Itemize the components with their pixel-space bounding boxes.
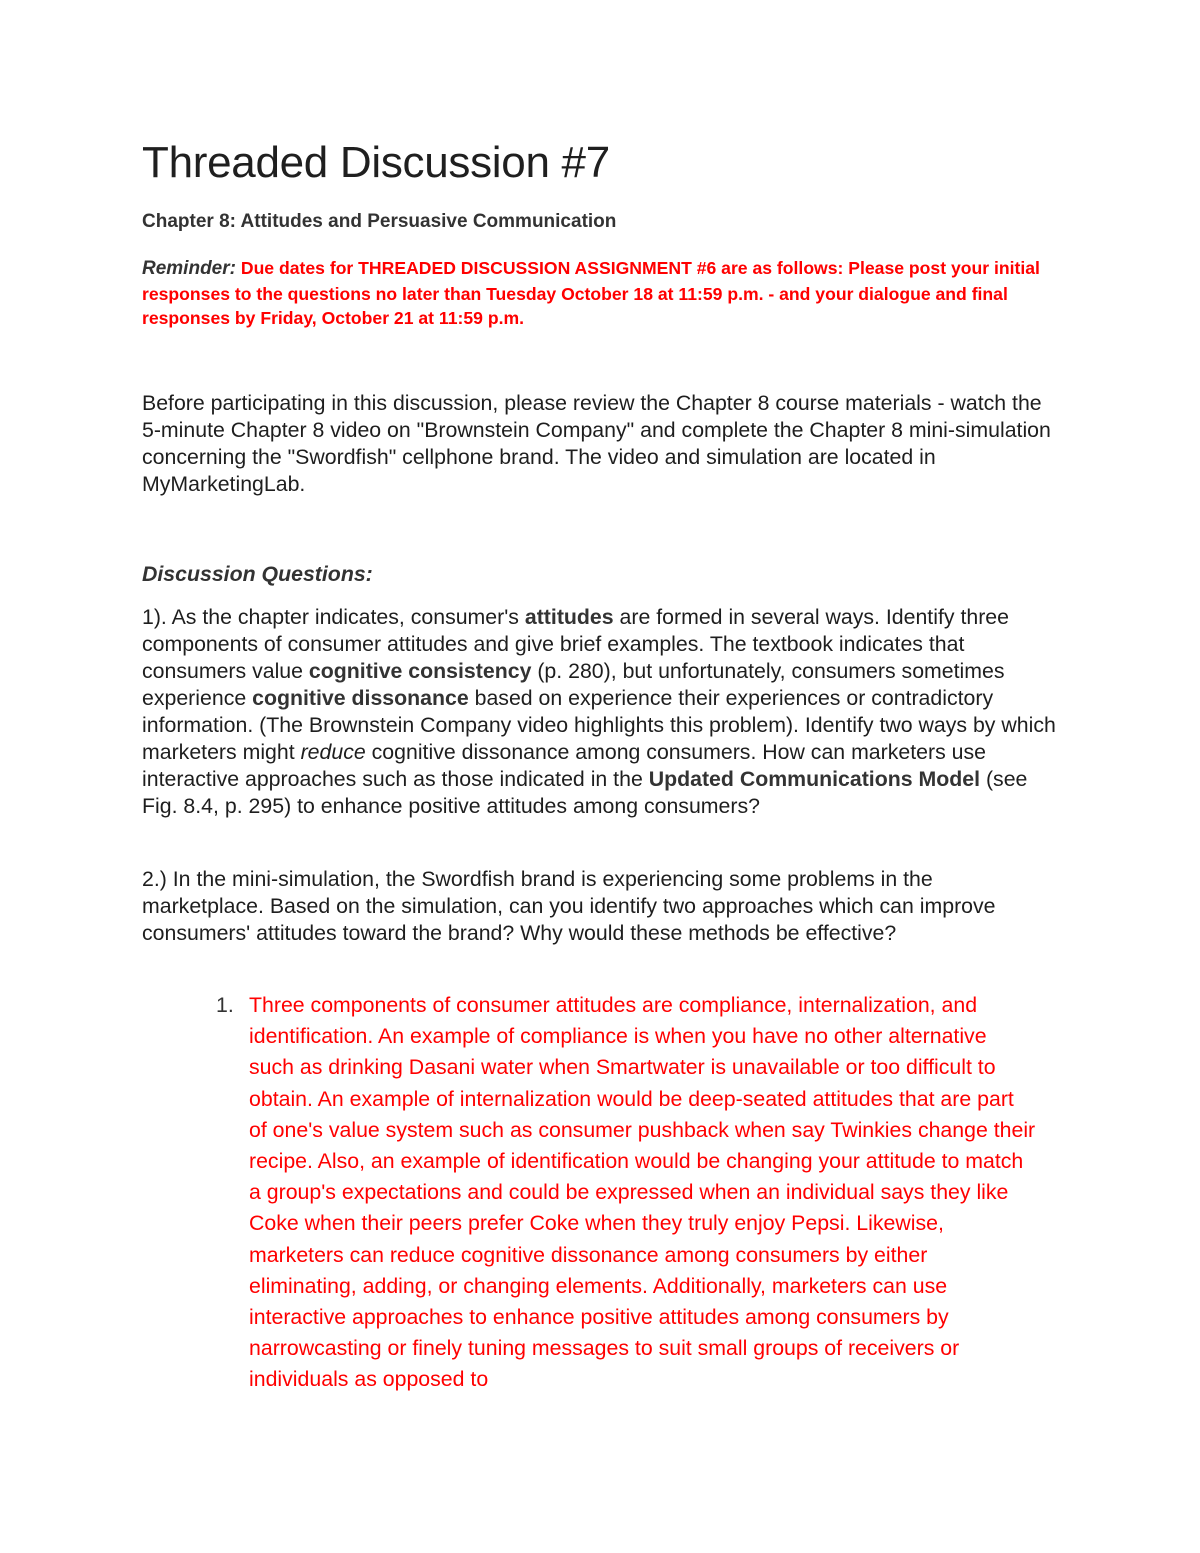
answer-list <box>216 990 1036 1396</box>
term-cognitive-consistency: cognitive consistency <box>308 659 532 683</box>
answer-number: 1. <box>216 993 234 1017</box>
reminder-paragraph <box>142 256 1062 331</box>
discussion-questions-heading: Discussion Questions: <box>142 562 373 586</box>
question-2: 2.) In the mini-simulation, the Swordfish brand is experiencing some problems in the marketplace. Based on the simulation, can you identify two approaches which can improve consumers' attitudes toward the brand? Why would these methods be effective? <box>142 867 996 945</box>
term-attitudes: attitudes <box>524 605 614 629</box>
question-1-text-1: 1). As the chapter indicates, consumer's <box>142 605 525 629</box>
answer-text: Three components of consumer attitudes are compliance, internalization, and identification. An example of compliance is when you have no other alternative such as drinking Dasani water when Smartwater is unavailable or too difficult to obtain. An example of internalization would be deep-seated attitudes that are part of one's value system such as consumer pushback when say Twinkies change their recipe. Also, an example of identification would be changing your attitude to match a group's expectations and could be expressed when an individual says they like Coke when their peers prefer Coke when they truly enjoy Pepsi. Likewise, marketers can reduce cognitive dissonance among consumers by either eliminating, adding, or changing elements. Additionally, marketers can use interactive approaches to enhance positive attitudes among consumers by narrowcasting or finely tuning messages to suit small groups of receivers or individuals as opposed to <box>249 993 1036 1392</box>
question-1-text-4: based on experience their experiences or contradictory information. (The Brownstein Company video highlights this problem). Identify two ways by which marketers might <box>142 686 1056 764</box>
intro-paragraph: Before participating in this discussion, please review the Chapter 8 course materials - watch the 5-minute Chapter 8 video on "Brownstein Company" and complete the Chapter 8 mini-simulation concerning the "Swordfish" cellphone brand. The video and simulation are located in MyMarketingLab. <box>142 391 1051 496</box>
answer-item <box>216 990 1036 1396</box>
term-reduce: reduce <box>300 740 366 764</box>
reminder-text: Due dates for THREADED DISCUSSION ASSIGNMENT #6 are as follows: Please post your initial responses to the questions no later than Tuesday October 18 at 11:59 p.m. - and your dialogue and final responses by Friday, October 21 at 11:59 p.m. <box>142 258 1040 328</box>
question-1 <box>142 604 1057 820</box>
question-1-text-3: (p. 280), but unfortunately, consumers sometimes experience <box>142 659 1005 710</box>
question-1-text-2: are formed in several ways. Identify three components of consumer attitudes and give brief examples. The textbook indicates that consumers value <box>142 605 1009 683</box>
document-title: Threaded Discussion #7 <box>142 138 610 187</box>
term-cognitive-dissonance: cognitive dissonance <box>252 686 469 710</box>
reminder-label: Reminder: <box>142 258 236 279</box>
term-updated-communications-model: Updated Communications Model <box>648 767 981 791</box>
question-1-text-6: (see Fig. 8.4, p. 295) to enhance positive attitudes among consumers? <box>142 767 1028 818</box>
question-1-text-5: cognitive dissonance among consumers. How can marketers use interactive approaches such as those indicated in the <box>142 740 986 791</box>
chapter-subtitle: Chapter 8: Attitudes and Persuasive Communication <box>142 211 617 232</box>
